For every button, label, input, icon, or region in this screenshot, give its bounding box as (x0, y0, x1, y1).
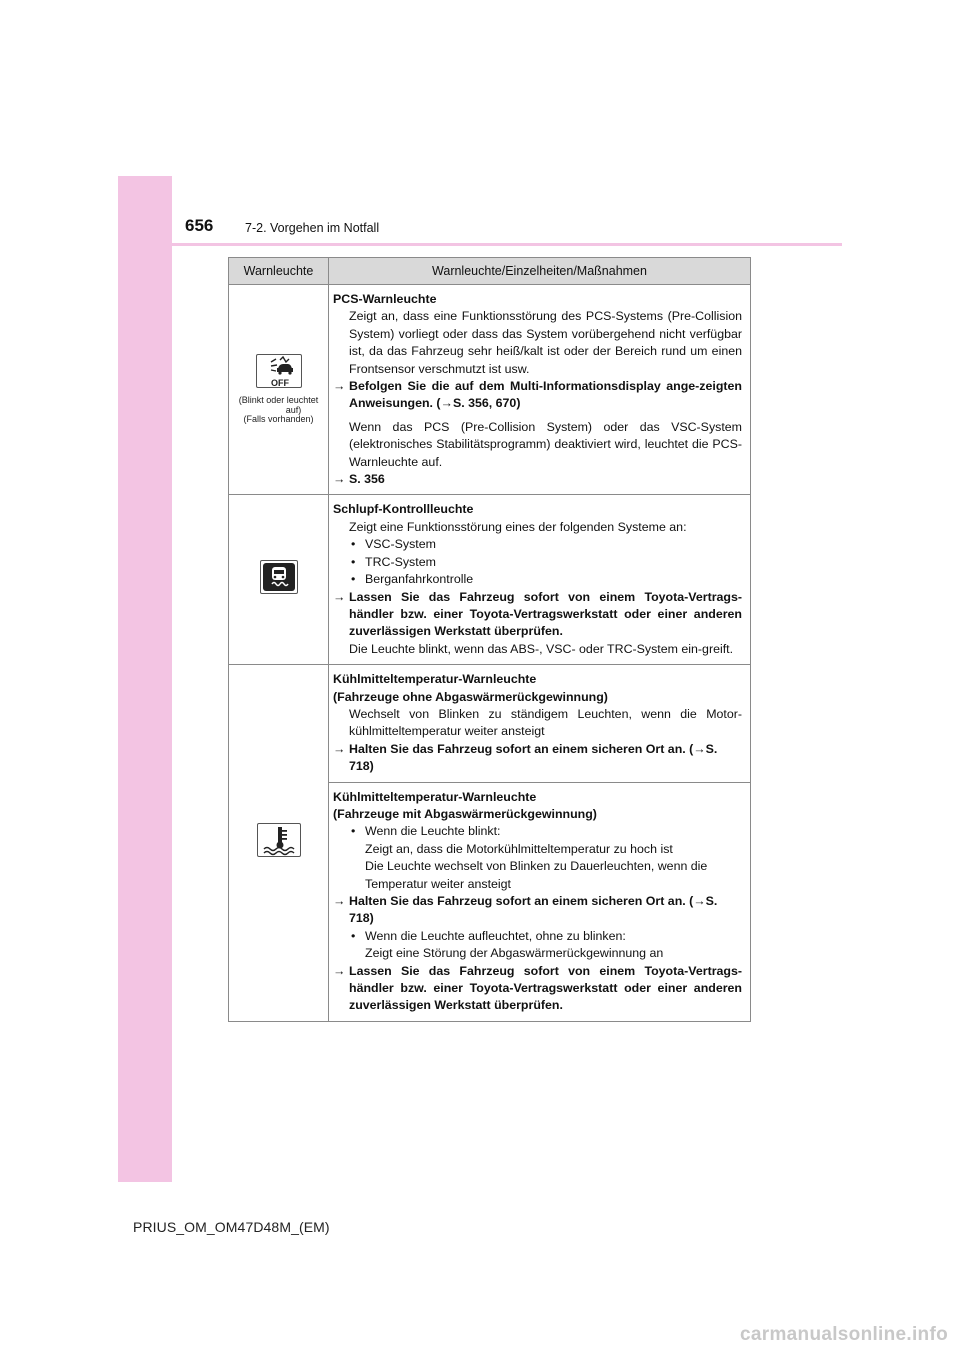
pcs-off-icon (256, 354, 302, 388)
slip-action: → Lassen Sie das Fahrzeug sofort von einem Toyota-Vertrags-händler bzw. einer Toyota-Vertragswerkstatt oder einer anderen zuverlässigen Werkstatt überprüfen. (333, 589, 742, 641)
coolant-a-title: Kühlmitteltemperatur-Warnleuchte (333, 672, 537, 687)
pcs-action: → Befolgen Sie die auf dem Multi-Informationsdisplay ange-zeigten Anweisungen. (→S. 356, 670) (333, 378, 742, 413)
detail-cell-slip (329, 495, 751, 665)
col-header-warning-light: Warnleuchte (229, 258, 329, 285)
svg-text:OFF: OFF (270, 378, 289, 389)
table-header-row (229, 258, 751, 285)
pcs-description: Zeigt an, dass eine Funktionsstörung des PCS-Systems (Pre-Collision System) vorliegt oder dass das System vorübergehend nicht verfügbar ist, da das Fahrzeug sehr heiß/kalt ist oder der Bereich rund um einen Frontsensor verschmutzt ist usw. (349, 309, 742, 376)
document-code: PRIUS_OM_OM47D48M_(EM) (133, 1219, 330, 1235)
coolant-a-description: Wechselt von Blinken zu ständigem Leuchten, wenn die Motor-kühlmitteltemperatur weiter ansteigt (349, 706, 742, 739)
slip-description: Zeigt eine Funktionsstörung eines der folgenden Systeme an: (349, 519, 687, 534)
arrow-icon: → (333, 894, 346, 908)
coolant-b-title: Kühlmitteltemperatur-Warnleuchte (333, 789, 537, 804)
coolant-b-subtitle: (Fahrzeuge mit Abgaswärmerückgewinnung) (333, 806, 597, 821)
pcs-title: PCS-Warnleuchte (333, 292, 437, 306)
list-item: • Wenn die Leuchte blinkt: (351, 824, 501, 839)
coolant-b-detail-2: Die Leuchte wechselt von Blinken zu Dauerleuchten, wenn die Temperatur weiter ansteigt (365, 859, 708, 891)
arrow-icon: → (333, 741, 346, 756)
col-header-details: Warnleuchte/Einzelheiten/Maßnahmen (329, 258, 751, 285)
pcs-page-ref[interactable]: → S. 356 (333, 471, 742, 488)
arrow-icon: → (333, 963, 346, 978)
detail-cell-coolant-a (329, 665, 751, 782)
coolant-a-action: → Halten Sie das Fahrzeug sofort an einem sicheren Ort an. (→S. 718) (333, 741, 742, 776)
warning-light-table (228, 257, 751, 1022)
list-item: • Wenn die Leuchte aufleuchtet, ohne zu blinken: (351, 928, 626, 943)
coolant-b-detail-3: Zeigt eine Störung der Abgaswärmerückgewinnung an (365, 946, 664, 961)
table-row-slip (229, 495, 751, 665)
table-row-coolant-a (229, 665, 751, 782)
table-row-pcs (229, 285, 751, 495)
coolant-temperature-icon (257, 823, 301, 857)
arrow-icon: → (333, 589, 346, 604)
icon-cell-pcs (229, 285, 329, 495)
detail-cell-coolant-b (329, 782, 751, 1021)
coolant-b-action-2: → Lassen Sie das Fahrzeug sofort von einem Toyota-Vertrags-händler bzw. einer Toyota-Vertragswerkstatt oder einer anderen zuverlässigen Werkstatt überprüfen. (333, 963, 742, 1015)
list-item: • TRC-System (351, 554, 436, 569)
side-tab-strip (118, 176, 172, 1182)
slip-note: Die Leuchte blinkt, wenn das ABS-, VSC- oder TRC-System ein-greift. (349, 641, 734, 656)
watermark: carmanualsonline.info (740, 1324, 948, 1345)
icon-cell-coolant (229, 665, 329, 1022)
arrow-icon: → (333, 472, 346, 487)
icon-cell-slip (229, 495, 329, 665)
slip-title: Schlupf-Kontrollleuchte (333, 502, 474, 517)
coolant-b-detail-1: Zeigt an, dass die Motorkühlmitteltemperatur zu hoch ist (365, 841, 673, 856)
detail-cell-pcs (329, 285, 751, 495)
pcs-note: Wenn das PCS (Pre-Collision System) oder das VSC-System (elektronisches Stabilitätsprogramm) deaktiviert wird, leuchtet die PCS-Warnleuchte auf. (349, 419, 742, 469)
slip-indicator-icon (260, 560, 298, 594)
coolant-b-action-1: → Halten Sie das Fahrzeug sofort an einem sicheren Ort an. (→S. 718) (333, 893, 742, 928)
header-rule (118, 243, 842, 246)
coolant-a-subtitle: (Fahrzeuge ohne Abgaswärmerückgewinnung) (333, 689, 608, 704)
list-item: • VSC-System (351, 537, 436, 552)
section-title: 7-2. Vorgehen im Notfall (245, 221, 380, 235)
list-item: • Berganfahrkontrolle (351, 572, 474, 587)
page-number: 656 (185, 216, 214, 235)
pcs-icon-note: (Blinkt oder leuchtet auf) (Falls vorhanden) (238, 395, 319, 425)
arrow-icon: → (333, 379, 346, 394)
